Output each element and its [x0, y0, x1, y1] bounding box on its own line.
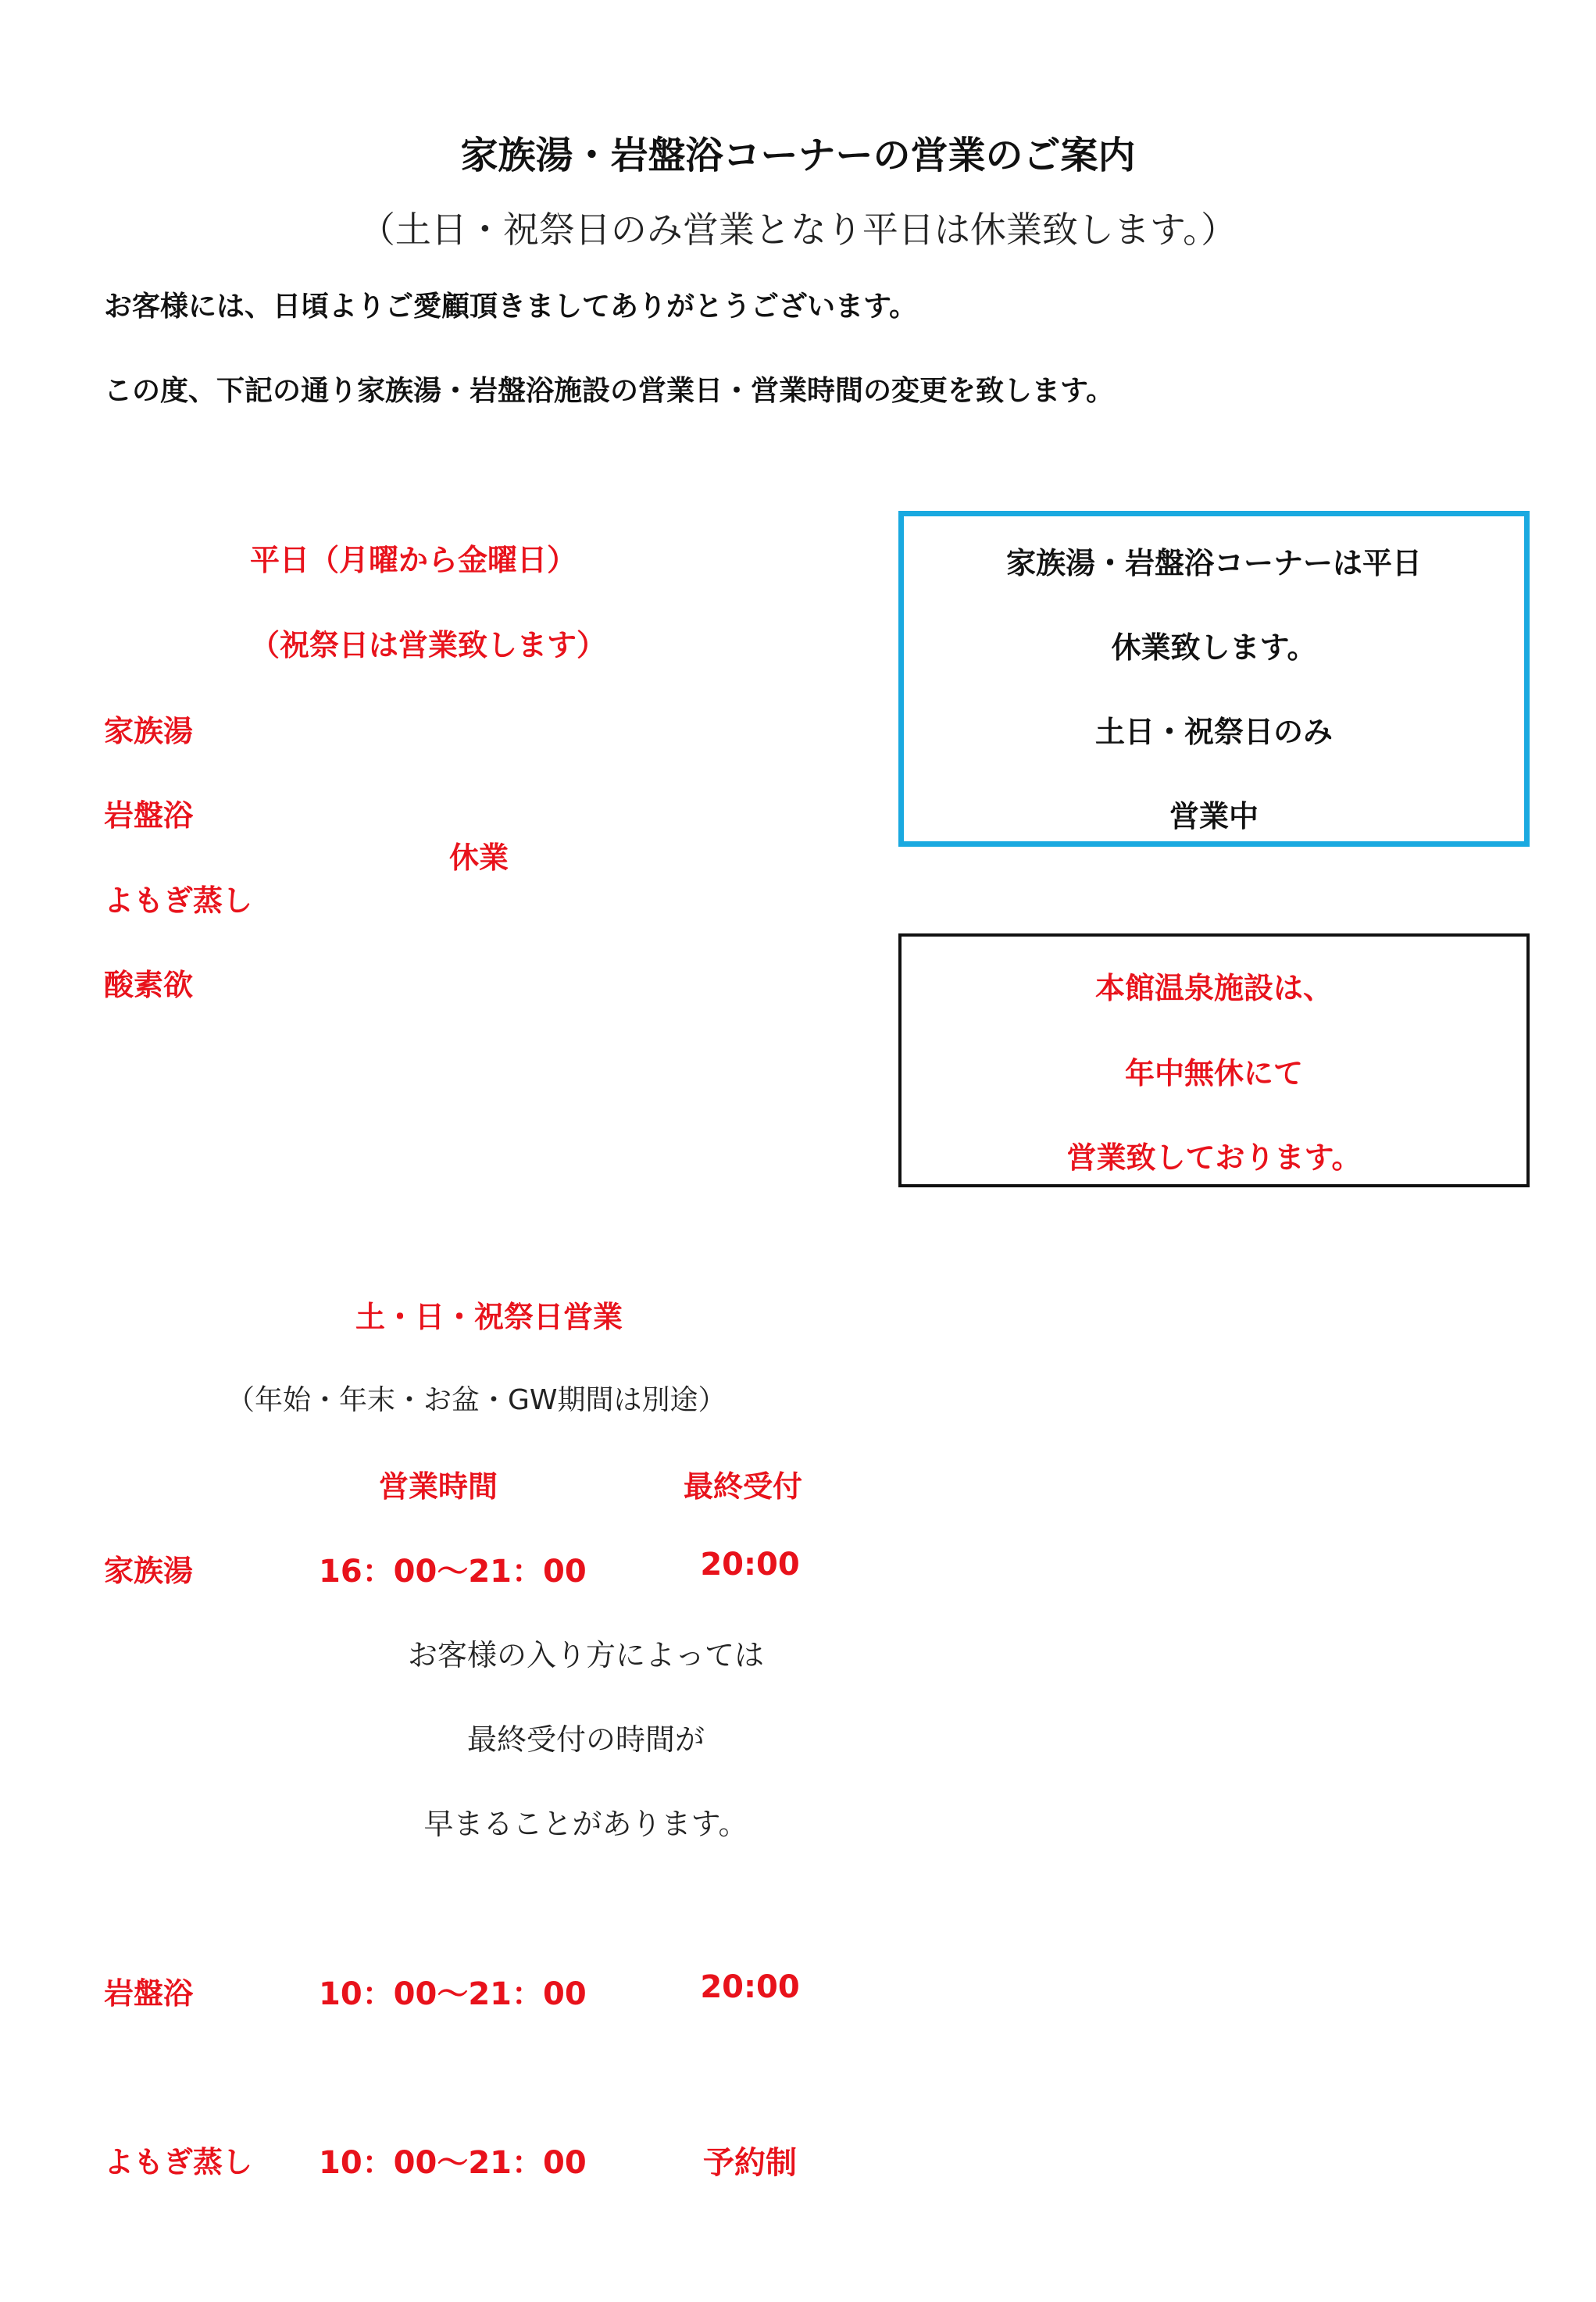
row-yomogi-steam-name: よもぎ蒸し — [104, 2145, 253, 2179]
weekday-facility-bedrock-bath: 岩盤浴 — [104, 798, 194, 833]
remark-line-3: 早まることがあります。 — [423, 1807, 748, 1841]
row-family-bath-name: 家族湯 — [104, 1554, 194, 1588]
weekday-closed-status: 休業 — [449, 840, 509, 875]
row-yomogi-steam-last-entry: 予約制 — [703, 2145, 797, 2181]
weekday-facility-yomogi-steam: よもぎ蒸し — [104, 883, 253, 918]
weekend-exception-note: （年始・年末・お盆・GW期間は別途） — [227, 1384, 727, 1416]
notice-line-3: 土日・祝祭日のみ — [1094, 715, 1333, 749]
remark-line-2: 最終受付の時間が — [466, 1722, 705, 1757]
main-building-line-1: 本館温泉施設は、 — [1094, 971, 1333, 1005]
row-bedrock-bath-name: 岩盤浴 — [104, 1976, 194, 2011]
weekday-facility-family-bath: 家族湯 — [104, 714, 194, 748]
remark-line-1: お客様の入り方によっては — [407, 1638, 764, 1672]
weekday-facility-oxygen: 酸素欲 — [104, 968, 194, 1002]
intro-line-1: お客様には、日頃よりご愛顧頂きましてありがとうございます。 — [104, 291, 918, 323]
row-family-bath-hours: 16：00〜21：00 — [319, 1554, 587, 1590]
notice-line-2: 休業致します。 — [1111, 630, 1317, 665]
notice-line-4: 営業中 — [1169, 799, 1259, 833]
weekday-closed-notice-box — [898, 511, 1530, 847]
page-title: 家族湯・岩盤浴コーナーの営業のご案内 — [460, 134, 1136, 177]
weekday-heading: 平日（月曜から金曜日） — [250, 543, 577, 577]
row-bedrock-bath-hours: 10：00〜21：00 — [319, 1976, 587, 2012]
notice-line-1: 家族湯・岩盤浴コーナーは平日 — [1005, 546, 1422, 580]
column-header-hours: 営業時間 — [379, 1469, 498, 1504]
row-bedrock-bath-last-entry: 20:00 — [700, 1969, 800, 2005]
row-family-bath-last-entry: 20:00 — [700, 1547, 800, 1583]
main-building-line-3: 営業致しております。 — [1066, 1140, 1362, 1175]
weekday-holiday-note: （祝祭日は営業致します） — [250, 628, 607, 662]
weekend-heading: 土・日・祝祭日営業 — [355, 1300, 623, 1334]
main-building-notice-box — [898, 933, 1530, 1187]
row-yomogi-steam-hours: 10：00〜21：00 — [319, 2145, 587, 2181]
page-subtitle: （土日・祝祭日のみ営業となり平日は休業致します。） — [359, 209, 1237, 251]
main-building-line-2: 年中無休にて — [1124, 1056, 1303, 1090]
intro-line-2: この度、下記の通り家族湯・岩盤浴施設の営業日・営業時間の変更を致します。 — [104, 375, 1115, 407]
column-header-last-entry: 最終受付 — [684, 1469, 803, 1504]
